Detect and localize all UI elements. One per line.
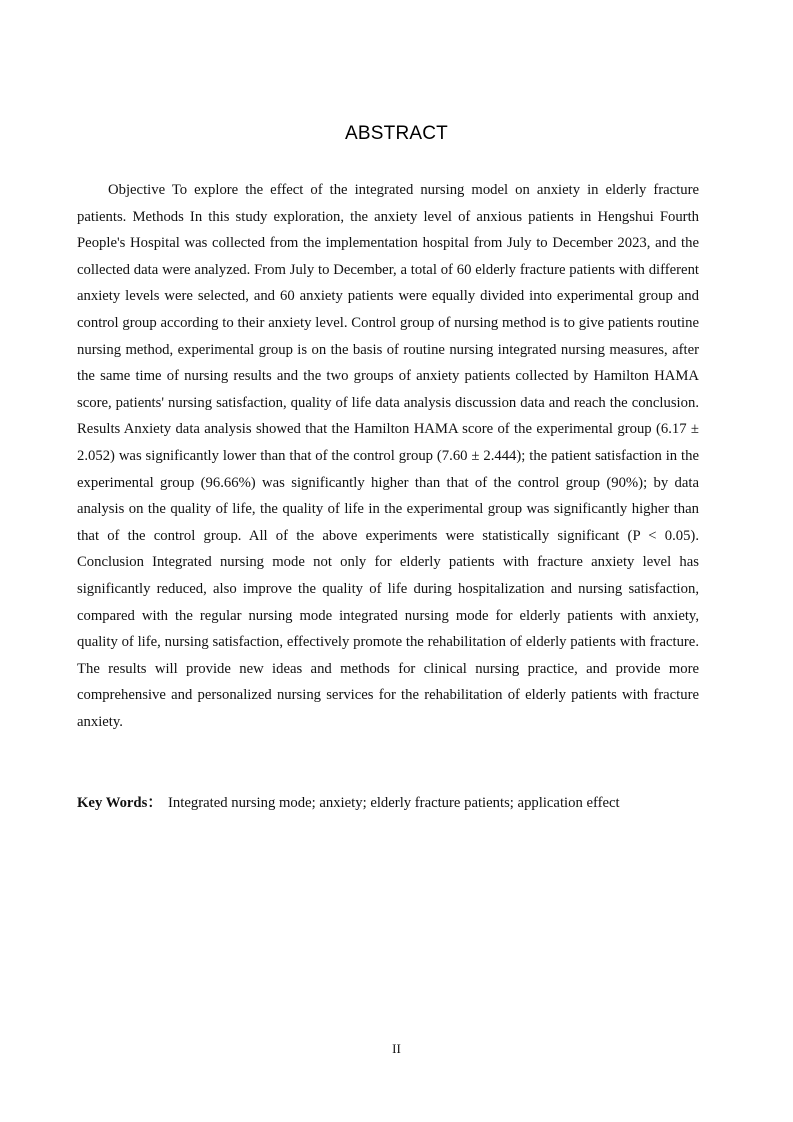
abstract-title: ABSTRACT xyxy=(345,123,448,144)
page-number: II xyxy=(392,1041,401,1056)
keywords-list: Integrated nursing mode; anxiety; elderly fracture patients; application effect xyxy=(168,795,620,811)
abstract-body: Objective To explore the effect of the integrated nursing model on anxiety in elderly fracture patients. Methods In this study exploration, the anxiety level of anxious patients in Hengshui Fourth People's Hospital was collected from the implementation hospital from July to December 2023, and the collected data were analyzed. From July to December, a total of 60 elderly fracture patients with different anxiety levels were selected, and 60 anxiety patients were equally divided into experimental group and control group according to their anxiety level. Control group of nursing method is to give patients routine nursing method, experimental group is on the basis of routine nursing integrated nursing measures, after the same time of nursing results and the two groups of anxiety patients collected by Hamilton HAMA score, patients' nursing satisfaction, quality of life data analysis discussion data and reach the conclusion. Results Anxiety data analysis showed that the Hamilton HAMA score of the experimental group (6.17 ± 2.052) was significantly lower than that of the control group (7.60 ± 2.444); the patient satisfaction in the experimental group (96.66%) was significantly higher than that of the control group (90%); by data analysis on the quality of life, the quality of life in the experimental group was significantly higher than that of the control group. All of the above experiments were statistically significant (P < 0.05). Conclusion Integrated nursing mode not only for elderly patients with fracture anxiety level has significantly reduced, also improve the quality of life during hospitalization and nursing satisfaction, compared with the regular nursing mode integrated nursing mode for elderly patients with anxiety, quality of life, nursing satisfaction, effectively promote the rehabilitation of elderly patients with fracture. The results will provide new ideas and methods for clinical nursing practice, and provide more comprehensive and personalized nursing services for the rehabilitation of elderly patients with fracture anxiety. xyxy=(77,182,699,730)
keywords-label: Key Words xyxy=(77,795,148,811)
keywords-separator: ： xyxy=(147,795,163,811)
keywords-line xyxy=(77,791,717,815)
